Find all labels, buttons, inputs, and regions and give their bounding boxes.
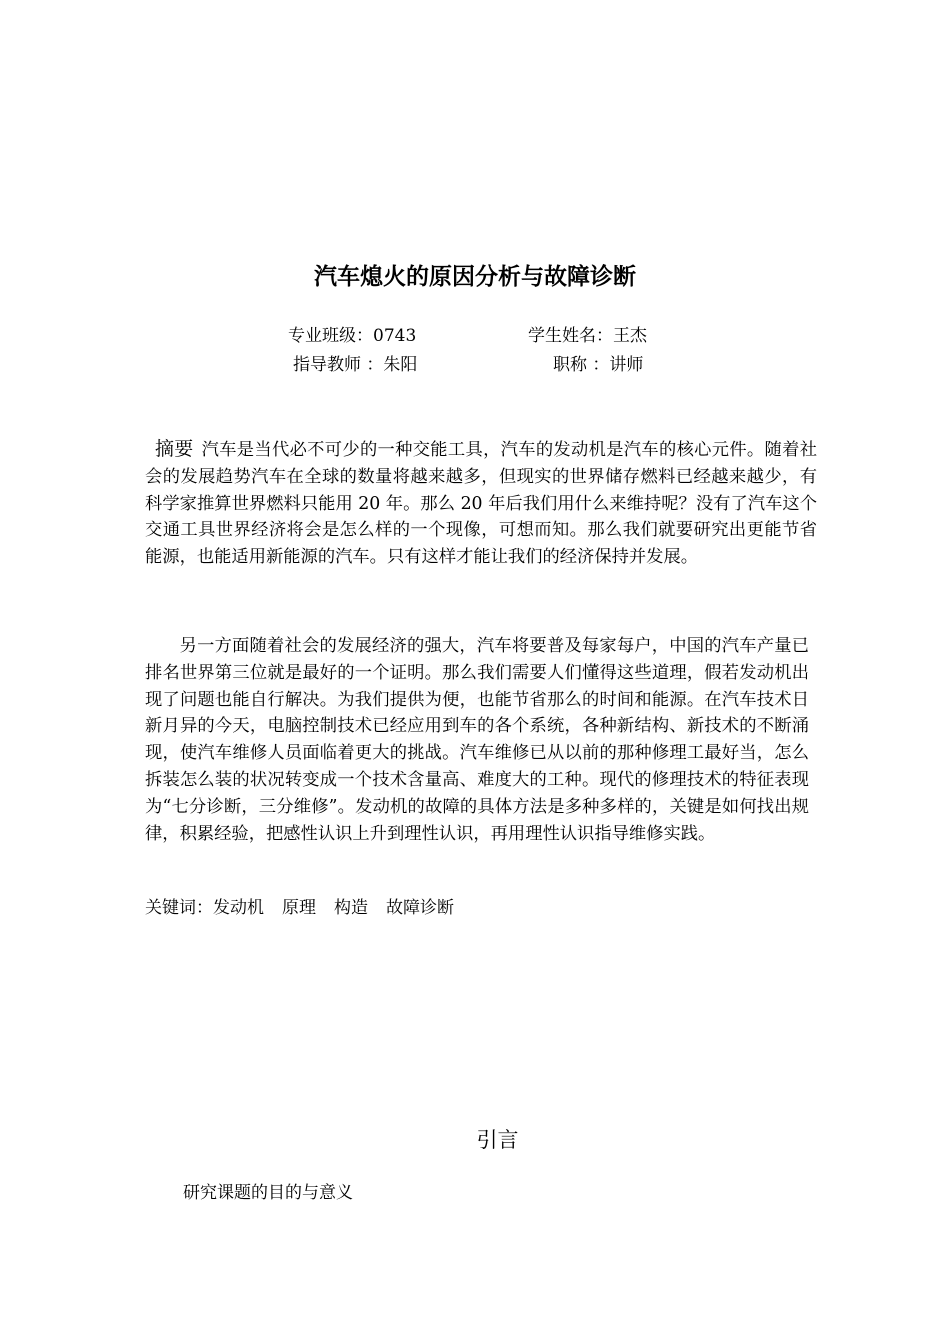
- abstract-label: 摘要: [155, 438, 194, 460]
- abstract-paragraph-2: 另一方面随着社会的发展经济的强大，汽车将要普及每家每户，中国的汽车产量已排名世界第三位就是最好的一个证明。那么我们需要人们懂得这些道理，假若发动机出现了问题也能自行解决。为我们提供为便，也能节省那么的时间和能源。在汽车技术日新月异的今天，电脑控制技术已经应用到车的各个系统，各种新结构、新技术的不断涌现，使汽车维修人员面临着更大的挑战。汽车维修已从以前的那种修理工最好当，怎么拆装怎么装的状况转变成一个技术含量高、难度大的工种。现代的修理技术的特征表现为“七分诊断，三分维修”。发动机的故障的具体方法是多种多样的，关键是如何找出规律，积累经验，把感性认识上升到理性认识，再用理性认识指导维修实践。: [145, 636, 809, 844]
- abstract-paragraph: [145, 436, 817, 571]
- abstract-text: 汽车是当代必不可少的一种交能工具，汽车的发动机是汽车的核心元件。随着社会的发展趋势汽车在全球的数量将越来越多，但现实的世界储存燃料已经越来越少，有科学家推算世界燃料只能用 20 年。那么 20 年后我们用什么来维持呢？没有了汽车这个交通工具世界经济将会是怎么样的一个现像，可想而知。那么我们就要研究出更能节省能源，也能适用新能源的汽车。只有这样才能让我们的经济保持并发展。: [145, 440, 817, 568]
- introduction-subheading: 研究课题的目的与意义: [183, 1183, 353, 1203]
- student-name: 学生姓名：王杰: [528, 326, 647, 346]
- keyword-item: 原理: [282, 898, 316, 918]
- keywords: [145, 896, 472, 920]
- paper-title: 汽车熄火的原因分析与故障诊断: [314, 264, 636, 290]
- keyword-item: 构造: [334, 898, 368, 918]
- keyword-item: 故障诊断: [386, 898, 454, 918]
- keyword-item: 发动机: [213, 898, 264, 918]
- advisor-name: 指导教师 ：朱阳: [293, 355, 418, 375]
- keywords-label: 关键词：: [145, 898, 213, 918]
- advisor-rank: 职称 ：讲师: [553, 355, 644, 375]
- class-info: 专业班级：0743: [288, 326, 417, 346]
- introduction-heading: 引言: [476, 1128, 519, 1152]
